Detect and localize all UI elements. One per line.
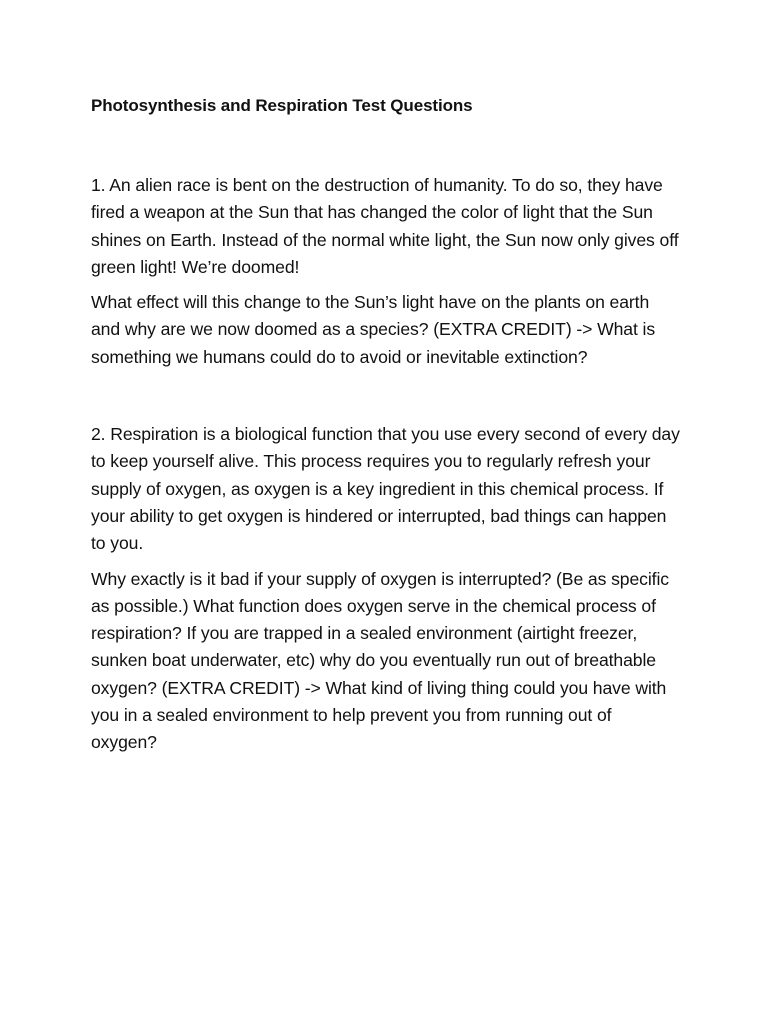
question-1-prompt: What effect will this change to the Sun’s light have on the plants on earth and why are we now doomed as a species? (EXTRA CREDIT) -> What is something we humans could do to avoid or inevitable extinction? bbox=[91, 292, 656, 367]
document-page bbox=[91, 92, 681, 757]
question-2 bbox=[91, 421, 681, 757]
question-2-body: 2. Respiration is a biological function that you use every second of every day to keep yourself alive. This process requires you to regularly refresh your supply of oxygen, as oxygen is a key ingredient in this chemical process. If your ability to get oxygen is hindered or interrupted, bad things can happen to you. bbox=[91, 424, 680, 554]
question-1-body: 1. An alien race is bent on the destruction of humanity. To do so, they have fired a weapon at the Sun that has changed the color of light that the Sun shines on Earth. Instead of the normal white light, the Sun now only gives off green light! We’re doomed! bbox=[91, 175, 679, 277]
question-2-prompt: Why exactly is it bad if your supply of oxygen is interrupted? (Be as specific as possible.) What function does oxygen serve in the chemical process of respiration? If you are trapped in a sealed environment (airtight freezer, sunken boat underwater, etc) why do you eventually run out of breathable oxygen? (EXTRA CREDIT) -> What kind of living thing could you have with you in a sealed environment to help prevent you from running out of oxygen? bbox=[91, 568, 669, 753]
question-1 bbox=[91, 172, 681, 371]
document-title: Photosynthesis and Respiration Test Questions bbox=[91, 96, 473, 115]
